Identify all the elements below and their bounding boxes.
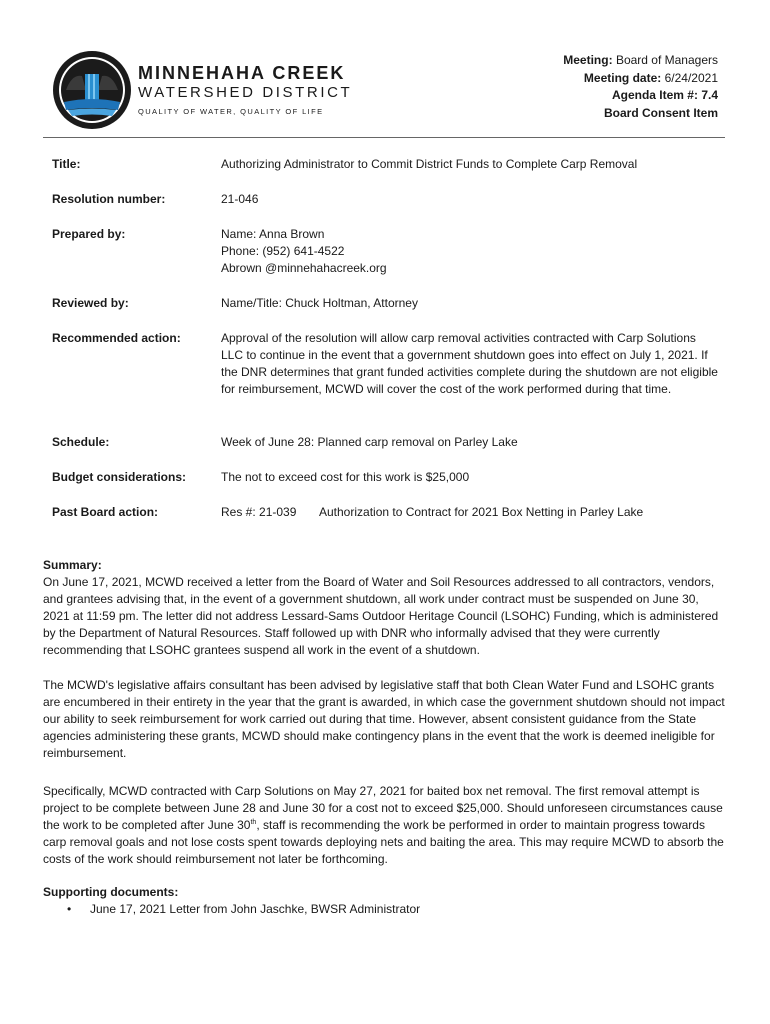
meeting-value: Board of Managers — [615, 53, 718, 67]
prepared-value — [221, 226, 721, 277]
resolution-label: Resolution number: — [52, 192, 166, 206]
organization-block — [138, 63, 352, 117]
past-action-value — [221, 504, 721, 521]
prepared-email: Abrown @minnehahacreek.org — [221, 261, 387, 275]
org-name: MINNEHAHA CREEK — [138, 63, 346, 83]
schedule-value: Week of June 28: Planned carp removal on Parley Lake — [221, 435, 518, 449]
agenda-line — [563, 87, 718, 105]
meeting-date-label: Meeting date: — [583, 70, 662, 85]
meeting-line — [563, 52, 718, 70]
recommended-value: Approval of the resolution will allow carp removal activities contracted with Carp Solutions LLC to continue in the event that a government shutdown goes into effect on July 1, 2021. If the DNR determines that grant funded activities complete during the shutdown are not eligible for reimbursement, MCWD will cover the cost of the work performed during that time. — [221, 331, 718, 396]
summary-p3-sup: th — [250, 819, 257, 826]
meeting-info — [563, 52, 718, 122]
title-label: Title: — [52, 157, 81, 171]
meeting-date-line — [563, 70, 718, 88]
header-divider — [43, 137, 725, 138]
past-action-label: Past Board action: — [52, 505, 159, 519]
summary-paragraph-2-block — [43, 677, 727, 762]
summary-paragraph-3 — [43, 783, 727, 868]
consent-label: Board Consent Item — [603, 105, 718, 120]
budget-value: The not to exceed cost for this work is $25,000 — [221, 470, 470, 484]
summary-section — [43, 557, 727, 659]
summary-paragraph-2: The MCWD's legislative affairs consultant has been advised by legislative staff that both Clean Water Fund and LSOHC grants are encumbered in their entirety in the year that the grant is awarded, in which case the government shutdown should not impact our ability to seek reimbursement for work carried out during that time. However, absent consistent guidance from the State agencies administering these grants, MCWD should make contingency plans in the event that the work is deemed ineligible for reimbursement. — [43, 678, 725, 760]
supporting-documents — [43, 884, 420, 918]
reviewed-label: Reviewed by: — [52, 296, 129, 310]
prepared-label: Prepared by: — [52, 227, 126, 241]
past-action-desc: Authorization to Contract for 2021 Box Netting in Parley Lake — [319, 505, 644, 519]
resolution-value: 21-046 — [221, 192, 259, 206]
org-tagline: QUALITY OF WATER, QUALITY OF LIFE — [138, 107, 324, 116]
prepared-name: Name: Anna Brown — [221, 227, 325, 241]
recommended-label: Recommended action: — [52, 331, 181, 345]
org-subtitle: WATERSHED DISTRICT — [138, 84, 353, 101]
meeting-label: Meeting: — [563, 53, 613, 67]
meeting-date-value: 6/24/2021 — [664, 70, 718, 85]
summary-paragraph-3-block — [43, 783, 727, 868]
prepared-phone: Phone: (952) 641-4522 — [221, 244, 345, 258]
summary-heading: Summary: — [43, 558, 102, 572]
summary-paragraph-1: On June 17, 2021, MCWD received a letter from the Board of Water and Soil Resources addressed to all contractors, vendors, and grantees advising that, in the event of a government shutdown, all work under contract must be suspended on June 30, 2021 at 11:59 pm. The letter did not address Lessard-Sams Outdoor Heritage Council (LSOHC) Funding, which is administered by the Department of Natural Resources. Staff followed up with DNR who informally advised that they were currently recommending that LSOHC grantees suspend all work in the event of a shutdown. — [43, 575, 719, 657]
agenda-label: Agenda Item #: — [611, 88, 698, 102]
supporting-heading: Supporting documents: — [43, 885, 179, 899]
agenda-value: 7.4 — [701, 88, 718, 102]
budget-label: Budget considerations: — [52, 470, 187, 484]
waterfall-logo-icon — [52, 50, 132, 130]
title-value: Authorizing Administrator to Commit District Funds to Complete Carp Removal — [221, 157, 638, 171]
summary-p3-before: Specifically, MCWD contracted with Carp Solutions on May 27, 2021 for baited box net removal. The first removal attempt is project to be complete between June 28 and June 30 for a cost not to exceed $25,000. Should unforeseen circumstances cause the work to be completed after June 30 — [43, 784, 723, 832]
schedule-label: Schedule: — [52, 435, 110, 449]
supporting-list — [43, 901, 420, 918]
past-action-res: Res #: 21-039 — [221, 505, 297, 519]
reviewed-value: Name/Title: Chuck Holtman, Attorney — [221, 296, 418, 310]
supporting-item: • June 17, 2021 Letter from John Jaschke, BWSR Administrator — [90, 901, 420, 918]
summary-p3-after: , staff is recommending the work be performed in order to maintain progress towards carp removal goals and not lose costs spent towards deploying nets and baiting the area. This may require MCWD to absorb the costs of the work should reimbursement not later be forthcoming. — [43, 818, 724, 866]
